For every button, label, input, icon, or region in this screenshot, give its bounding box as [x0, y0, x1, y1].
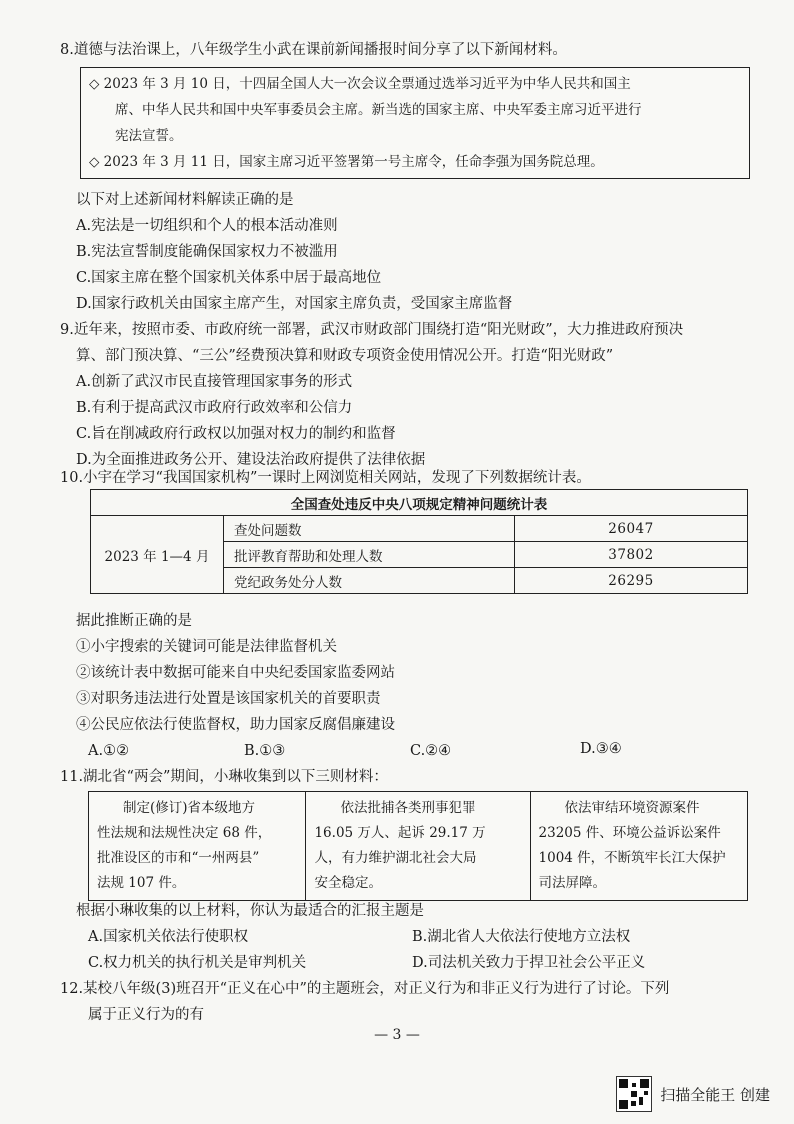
q11-material-1: 制定(修订)省本级地方 性法规和法规性决定 68 件， 批准设区的市和“一州两县” 法规 107 件。: [89, 792, 306, 901]
q8-option-d[interactable]: D.国家行政机关由国家主席产生，对国家主席负责，受国家主席监督: [76, 296, 513, 312]
q8-news-line-2: 席、中华人民共和国中央军事委员会主席。新当选的国家主席、中央军委主席习近平进行: [115, 102, 642, 118]
q9-option-b[interactable]: B.有利于提高武汉市政府行政效率和公信力: [76, 400, 353, 416]
q11-option-b[interactable]: B.湖北省人大依法行使地方立法权: [412, 929, 631, 945]
q10-stem: 10.小宇在学习“我国国家机构”一课时上网浏览相关网站，发现了下列数据统计表。: [60, 470, 591, 486]
q9-stem-line-1: 9.近年来，按照市委、市政府统一部署，武汉市财政部门围绕打造“阳光财政”，大力推进政府预决: [60, 322, 684, 338]
q11-option-c[interactable]: C.权力机关的执行机关是审判机关: [88, 955, 307, 971]
q11-stem: 11.湖北省“两会”期间，小琳收集到以下三则材料：: [60, 769, 388, 785]
table-title: 全国查处违反中央八项规定精神问题统计表: [91, 490, 748, 516]
q8-option-a[interactable]: A.宪法是一切组织和个人的根本活动准则: [76, 218, 338, 234]
table-period: 2023 年 1—4 月: [91, 516, 224, 594]
q10-statement-4: ④公民应依法行使监督权，助力国家反腐倡廉建设: [76, 717, 395, 733]
scanner-watermark: [616, 1076, 770, 1112]
q10-statement-3: ③对职务违法进行处置是该国家机关的首要职责: [76, 691, 381, 707]
q10-option-c[interactable]: C.②④: [410, 743, 452, 759]
page-number: — 3 —: [374, 1027, 420, 1043]
q10-option-a[interactable]: A.①②: [88, 743, 130, 759]
table-row-label: 批评教育帮助和处理人数: [224, 542, 515, 568]
scanner-label: 扫描全能王 创建: [660, 1085, 770, 1104]
table-row-value: 26047: [515, 516, 748, 542]
q10-option-b[interactable]: B.①③: [244, 743, 286, 759]
q11-option-d[interactable]: D.司法机关致力于捍卫社会公平正义: [412, 955, 646, 971]
q9-option-a[interactable]: A.创新了武汉市民直接管理国家事务的形式: [76, 374, 353, 390]
table-row-label: 查处问题数: [224, 516, 515, 542]
q10-statement-1: ①小宇搜索的关键词可能是法律监督机关: [76, 639, 337, 655]
q11-option-a[interactable]: A.国家机关依法行使职权: [88, 929, 249, 945]
q9-option-c[interactable]: C.旨在削减政府行政权以加强对权力的制约和监督: [76, 426, 396, 442]
table-row-value: 37802: [515, 542, 748, 568]
q9-stem-line-2: 算、部门预决算、“三公”经费预决算和财政专项资金使用情况公开。打造“阳光财政”: [76, 348, 614, 364]
q9-option-d[interactable]: D.为全面推进政务公开、建设法治政府提供了法律依据: [76, 452, 426, 468]
q10-stats-table: [90, 489, 748, 594]
q8-prompt: 以下对上述新闻材料解读正确的是: [76, 192, 294, 208]
q8-stem: 8.道德与法治课上，八年级学生小武在课前新闻播报时间分享了以下新闻材料。: [60, 42, 567, 58]
table-row-label: 党纪政务处分人数: [224, 568, 515, 594]
q11-prompt: 根据小琳收集的以上材料，你认为最适合的汇报主题是: [76, 903, 424, 919]
q8-option-c[interactable]: C.国家主席在整个国家机关体系中居于最高地位: [76, 270, 382, 286]
q8-news-line-3: 宪法宣誓。: [115, 128, 183, 144]
q11-materials: [88, 791, 748, 901]
q10-statement-2: ②该统计表中数据可能来自中央纪委国家监委网站: [76, 665, 395, 681]
q10-option-d[interactable]: D.③④: [580, 741, 622, 757]
q8-news-line-4: ◇ 2023 年 3 月 11 日，国家主席习近平签署第一号主席令，任命李强为国务院总理。: [89, 154, 604, 170]
q12-stem-line-2: 属于正义行为的有: [88, 1007, 204, 1023]
q11-material-3: 依法审结环境资源案件 23205 件、环境公益诉讼案件 1004 件，不断筑牢长江大保护 司法屏障。: [538, 800, 726, 891]
table-row: [91, 516, 748, 542]
q10-prompt: 据此推断正确的是: [76, 613, 192, 629]
q11-material-2: 依法批捕各类刑事犯罪 16.05 万人、起诉 29.17 万 人，有力维护湖北社会大局 安全稳定。: [306, 792, 530, 901]
table-row-value: 26295: [515, 568, 748, 594]
q8-option-b[interactable]: B.宪法宣誓制度能确保国家权力不被滥用: [76, 244, 338, 260]
q12-stem-line-1: 12.某校八年级(3)班召开“正义在心中”的主题班会，对正义行为和非正义行为进行了讨论。下列: [60, 981, 670, 997]
qr-code-icon: [616, 1076, 652, 1112]
q8-news-line-1: ◇ 2023 年 3 月 10 日，十四届全国人大一次会议全票通过选举习近平为中华人民共和国主: [89, 76, 631, 92]
q8-news-box: [80, 67, 750, 179]
